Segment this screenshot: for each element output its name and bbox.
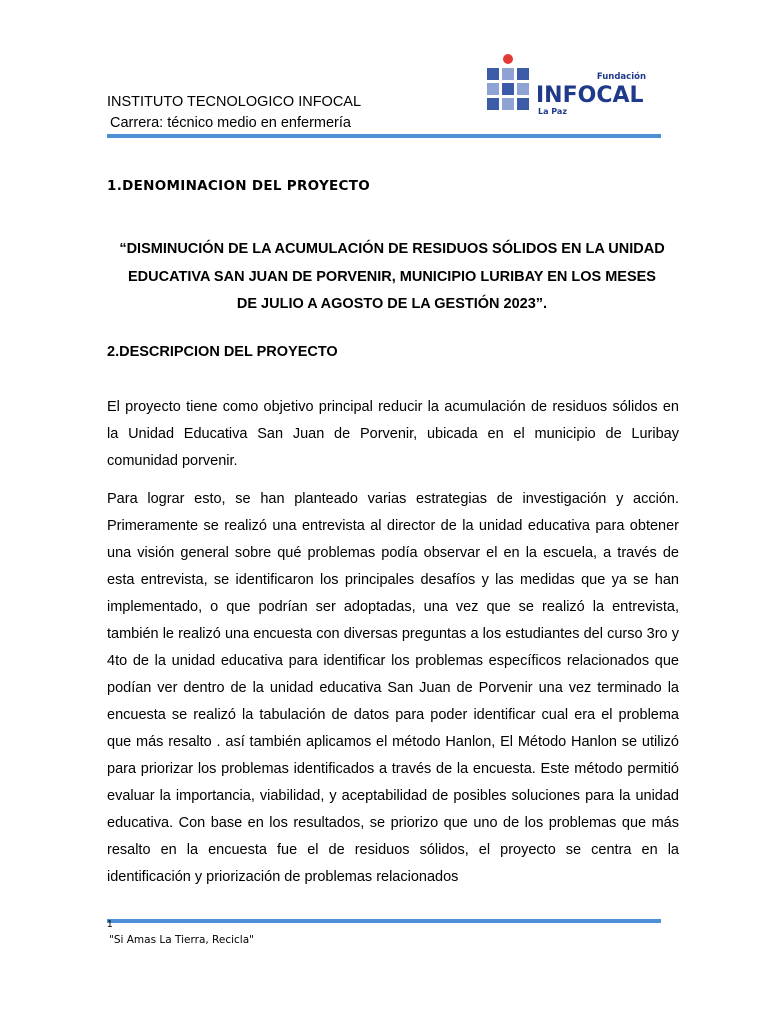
description-paragraph-1: El proyecto tiene como objetivo principal reducir la acumulación de residuos sólidos en la Unidad Educativa San Juan de Porvenir, ubicada en el municipio de Luribay comunidad porvenir. [107,399,679,469]
logo-red-dot [503,54,513,64]
project-title-line: EDUCATIVA SAN JUAN DE PORVENIR, MUNICIPIO LURIBAY EN LOS MESES [128,268,656,285]
footer-quote: "Si Amas La Tierra, Recicla" [109,934,254,946]
project-title-line: “DISMINUCIÓN DE LA ACUMULACIÓN DE RESIDUOS SÓLIDOS EN LA UNIDAD [119,241,665,257]
logo-foundation-text: Fundación [596,72,646,82]
logo-name-text: INFOCAL [536,83,644,108]
project-title [107,236,677,319]
logo-city-text: La Paz [538,107,567,116]
institute-name: INSTITUTO TECNOLOGICO INFOCAL [107,94,362,110]
header-divider [107,134,661,138]
project-title-line: DE JULIO A AGOSTO DE LA GESTIÓN 2023”. [236,296,548,312]
section-2-heading: 2.DESCRIPCION DEL PROYECTO [107,344,338,360]
description-paragraph-2: Para lograr esto, se han planteado varias estrategias de investigación y acción. Primeramente se realizó una entrevista al director de la unidad educativa para obtener una visión general sobre qué problemas podía observar el en la escuela, a través de esta entrevista, se identificaron los principales desafíos y las medidas que ya se han implementado, o que podrían ser adoptadas, una vez que se realizó la entrevista, también le realizó una encuesta con diversas preguntas a los estudiantes del curso 3ro y 4to de la unidad educativa para identificar los problemas específicos relacionados que podían ver dentro de la unidad educativa San Juan de Porvenir una vez terminado la encuesta se realizó la tabulación de datos para poder identificar cual era el problema que más resalto . así también aplicamos el método Hanlon, El Método Hanlon se utilizó para priorizar los problemas identificados a través de la encuesta. Este método permitió evaluar la importancia, viabilidad, y aceptabilidad de posibles soluciones para la unidad educativa. Con base en los resultados, se priorizo que uno de los problemas que más resalto en la encuesta fue el de residuos sólidos, el proyecto se centra en la identificación y priorización de problemas relacionados [107,491,679,885]
career-label: Carrera: técnico medio en enfermería [110,115,351,131]
page-number: 1 [107,919,113,930]
section-1-heading: 1.DENOMINACION DEL PROYECTO [107,178,371,194]
infocal-logo [486,53,661,117]
footer-divider [107,919,661,923]
